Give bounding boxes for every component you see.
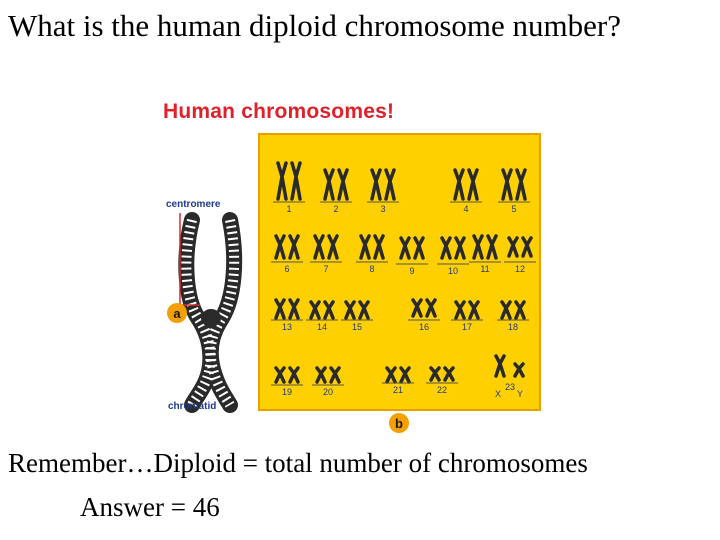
figure-title: Human chromosomes! [163,100,395,123]
badge-b-label: b [395,416,403,431]
chromosome-number-label: 19 [281,387,293,397]
chromosome-number-label: 22 [436,385,448,395]
chromosome-number-label: 6 [284,264,290,274]
sex-chromosome-label: X [494,389,502,399]
chromosome-number-label: 18 [507,322,519,332]
chromosome-number-label: 7 [323,264,329,274]
chromosome-number-label: 2 [333,204,339,214]
chromosome-number-label: 21 [392,385,404,395]
chromosome-number-label: 12 [514,264,526,274]
sex-chromosome-label: Y [516,389,524,399]
chromosome-number-label: 15 [351,322,363,332]
chromosome-number-label: 17 [461,322,473,332]
chromosome-number-label: 11 [480,264,490,274]
badge-a-label: a [173,306,181,321]
chromosome-number-label: 1 [286,204,292,214]
answer-text: Answer = 46 [80,492,220,522]
question-heading: What is the human diploid chromosome number? [8,8,621,43]
sex-chromosome-label: 23 [504,382,516,392]
chromosome-number-label: 20 [322,387,334,397]
large-chromosome [186,220,234,405]
chromosome-number-label: 4 [463,204,469,214]
remember-text: Remember…Diploid = total number of chromosomes [8,448,588,478]
chromosome-number-label: 13 [281,322,293,332]
chromosome-number-label: 8 [369,264,375,274]
chromosome-number-label: 14 [316,322,328,332]
centromere-label: centromere [166,199,221,210]
chromosome-number-label: 9 [409,266,415,276]
chromosome-number-label: 16 [418,322,430,332]
chromosome-number-label: 10 [447,266,459,276]
chromosome-number-label: 5 [511,204,517,214]
chromatid-label: chromatid [168,401,217,412]
chromosome-number-label: 3 [380,204,386,214]
